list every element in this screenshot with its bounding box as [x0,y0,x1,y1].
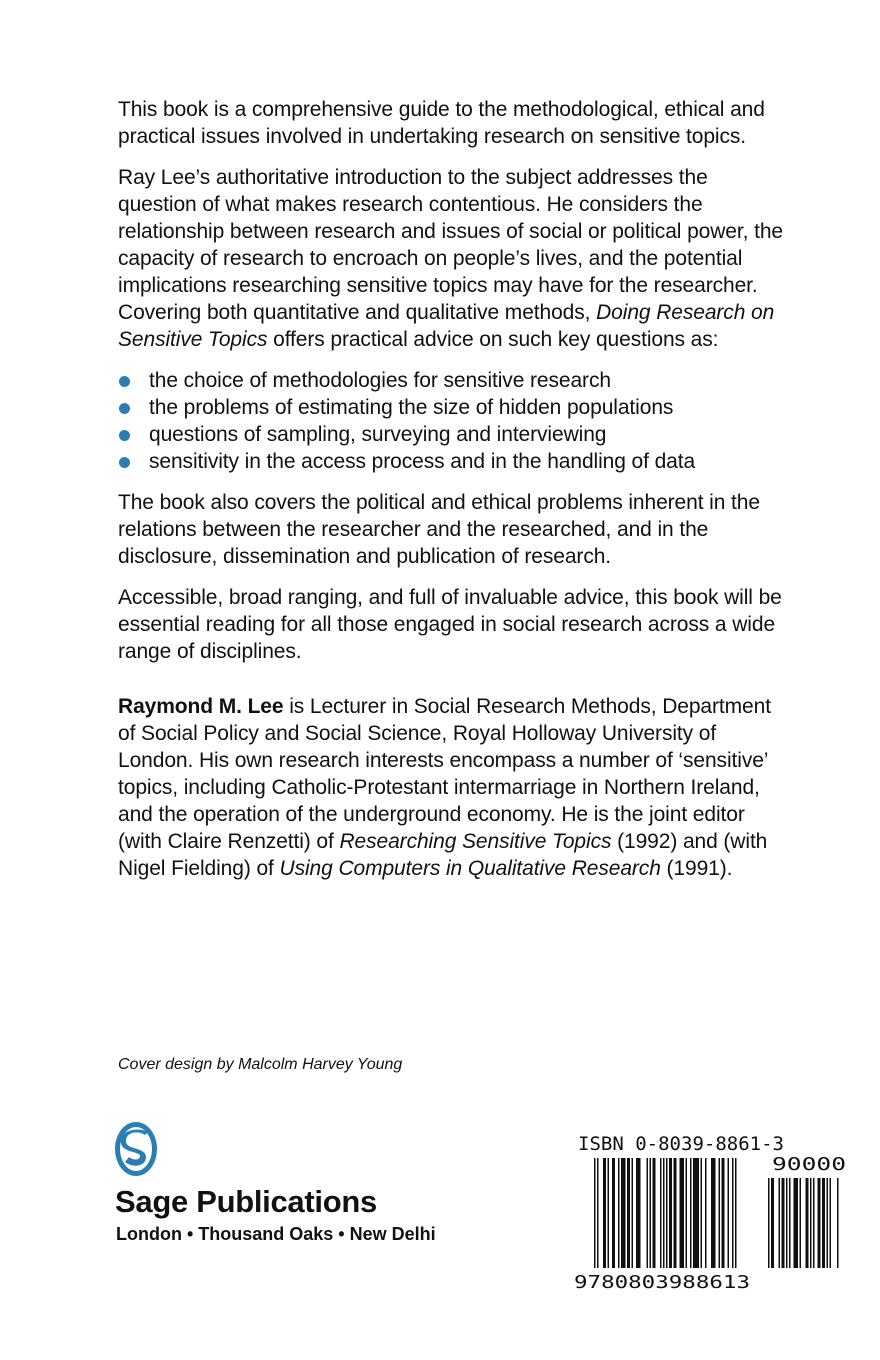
ethics-paragraph: The book also covers the political and ethical problems inherent in the relations between the researcher and the researched, and in the disclosure, dissemination and publication of research. [118,491,760,568]
list-item-text: the choice of methodologies for sensitive research [149,369,611,392]
barcode-bar [693,1158,699,1268]
barcode-bar [647,1158,649,1268]
barcode-bar [813,1178,815,1268]
isbn-barcode [572,1128,852,1298]
barcode-bar [837,1178,839,1268]
list-item-text: questions of sampling, surveying and interviewing [149,423,607,446]
bio-text-3: (1991). [660,857,733,880]
publisher-name: Sage Publications [115,1184,377,1219]
bullet-icon [119,457,130,468]
bio-book-title-1: Researching Sensitive Topics [339,830,612,853]
barcode-bar [653,1158,656,1268]
bio-book-title-2: Using Computers in Qualitative Research [279,857,661,880]
barcode-bar [663,1158,665,1268]
barcode-bar [830,1178,832,1268]
bullet-icon [119,430,130,441]
barcode-bar [728,1158,730,1268]
barcode-bar [768,1178,770,1268]
list-item [118,448,788,475]
barcode-bar [680,1158,685,1268]
closing-paragraph: Accessible, broad ranging, and full of invaluable advice, this book will be essential reading for all those engaged in social research across a wide range of disciplines. [118,586,782,663]
barcode-bar [603,1158,606,1268]
barcode-bar [782,1178,785,1268]
barcode-bar [618,1158,620,1268]
barcode-bar [771,1178,774,1268]
barcode-bar [612,1158,615,1268]
list-item [118,421,788,448]
list-item-text: sensitivity in the access process and in the handling of data [149,450,696,473]
barcode-bar [735,1158,737,1268]
key-questions-list [118,367,788,475]
barcode-bar [794,1178,799,1268]
barcode-bar [786,1178,788,1268]
isbn-number: ISBN 0-8039-8861-3 [578,1133,784,1155]
sage-logo-icon [114,1120,158,1178]
price-code: 90000 [772,1154,846,1175]
summary-paragraph [118,164,788,353]
intro-paragraph: This book is a comprehensive guide to the methodological, ethical and practical issues involved in undertaking research on sensitive topics. [118,98,765,148]
barcode-bar [627,1158,630,1268]
barcode-bar [650,1158,652,1268]
barcode-bar [810,1178,812,1268]
barcode-bar [722,1158,725,1268]
ean-number: 9780803988613 [574,1272,750,1293]
barcode-bar [779,1178,781,1268]
barcode-bar [594,1158,596,1268]
list-item [118,367,788,394]
barcode-bar [705,1158,707,1268]
barcode-bar [597,1158,599,1268]
cover-design-credit: Cover design by Malcolm Harvey Young [118,1056,403,1073]
barcode-bar [632,1158,634,1268]
ean-bars [594,1158,737,1268]
barcode-bar [719,1158,721,1268]
back-cover-blurb [118,96,788,896]
barcode-bar [827,1178,829,1268]
barcode-bar [711,1158,716,1268]
bullet-icon [119,403,130,414]
bio-text: is Lecturer in Social Research Methods, Department of Social Policy and Social Science, Royal Holloway University of London. His own research interests encompass a number of ‘sensitive’ topics, including Catholic-Protestant intermarriage in Northern Ireland, and the operation of the underground economy. He is the joint editor (with Claire Renzetti) of [118,695,771,853]
barcode-bar [690,1158,692,1268]
barcode-bar [789,1178,791,1268]
list-item-text: the problems of estimating the size of hidden populations [149,396,674,419]
summary-text-end: offers practical advice on such key questions as: [267,328,719,351]
author-name: Raymond M. Lee [118,695,284,718]
barcode-bar [621,1158,626,1268]
addon-bars [768,1178,839,1268]
barcode-bar [822,1178,825,1268]
barcode-bar [666,1158,668,1268]
bullet-icon [119,376,130,387]
barcode-bar [636,1158,641,1268]
barcode-bar [732,1158,734,1268]
barcode-bar [669,1158,672,1268]
list-item [118,394,788,421]
barcode-bar [701,1158,703,1268]
publisher-cities: London • Thousand Oaks • New Delhi [116,1224,436,1244]
summary-text: Ray Lee’s authoritative introduction to the subject addresses the question of what makes research contentious. He considers the relationship between research and issues of social or political power, the capacity of research to encroach on people’s lives, and the potential implications researching sensitive topics may have for the researcher. Covering both quantitative and qualitative methods, [118,166,783,324]
barcode-bar [686,1158,688,1268]
barcode-bar [818,1178,821,1268]
barcode-bar [608,1158,610,1268]
barcode-bar [674,1158,677,1268]
barcode-bar [660,1158,662,1268]
author-bio [118,693,788,882]
bio-text-2: (1992) and (with Nigel Fielding) of [118,830,768,880]
barcode-bar [800,1178,802,1268]
book-title: Doing Research on Sensitive Topics [118,301,775,351]
barcode-bar [806,1178,809,1268]
